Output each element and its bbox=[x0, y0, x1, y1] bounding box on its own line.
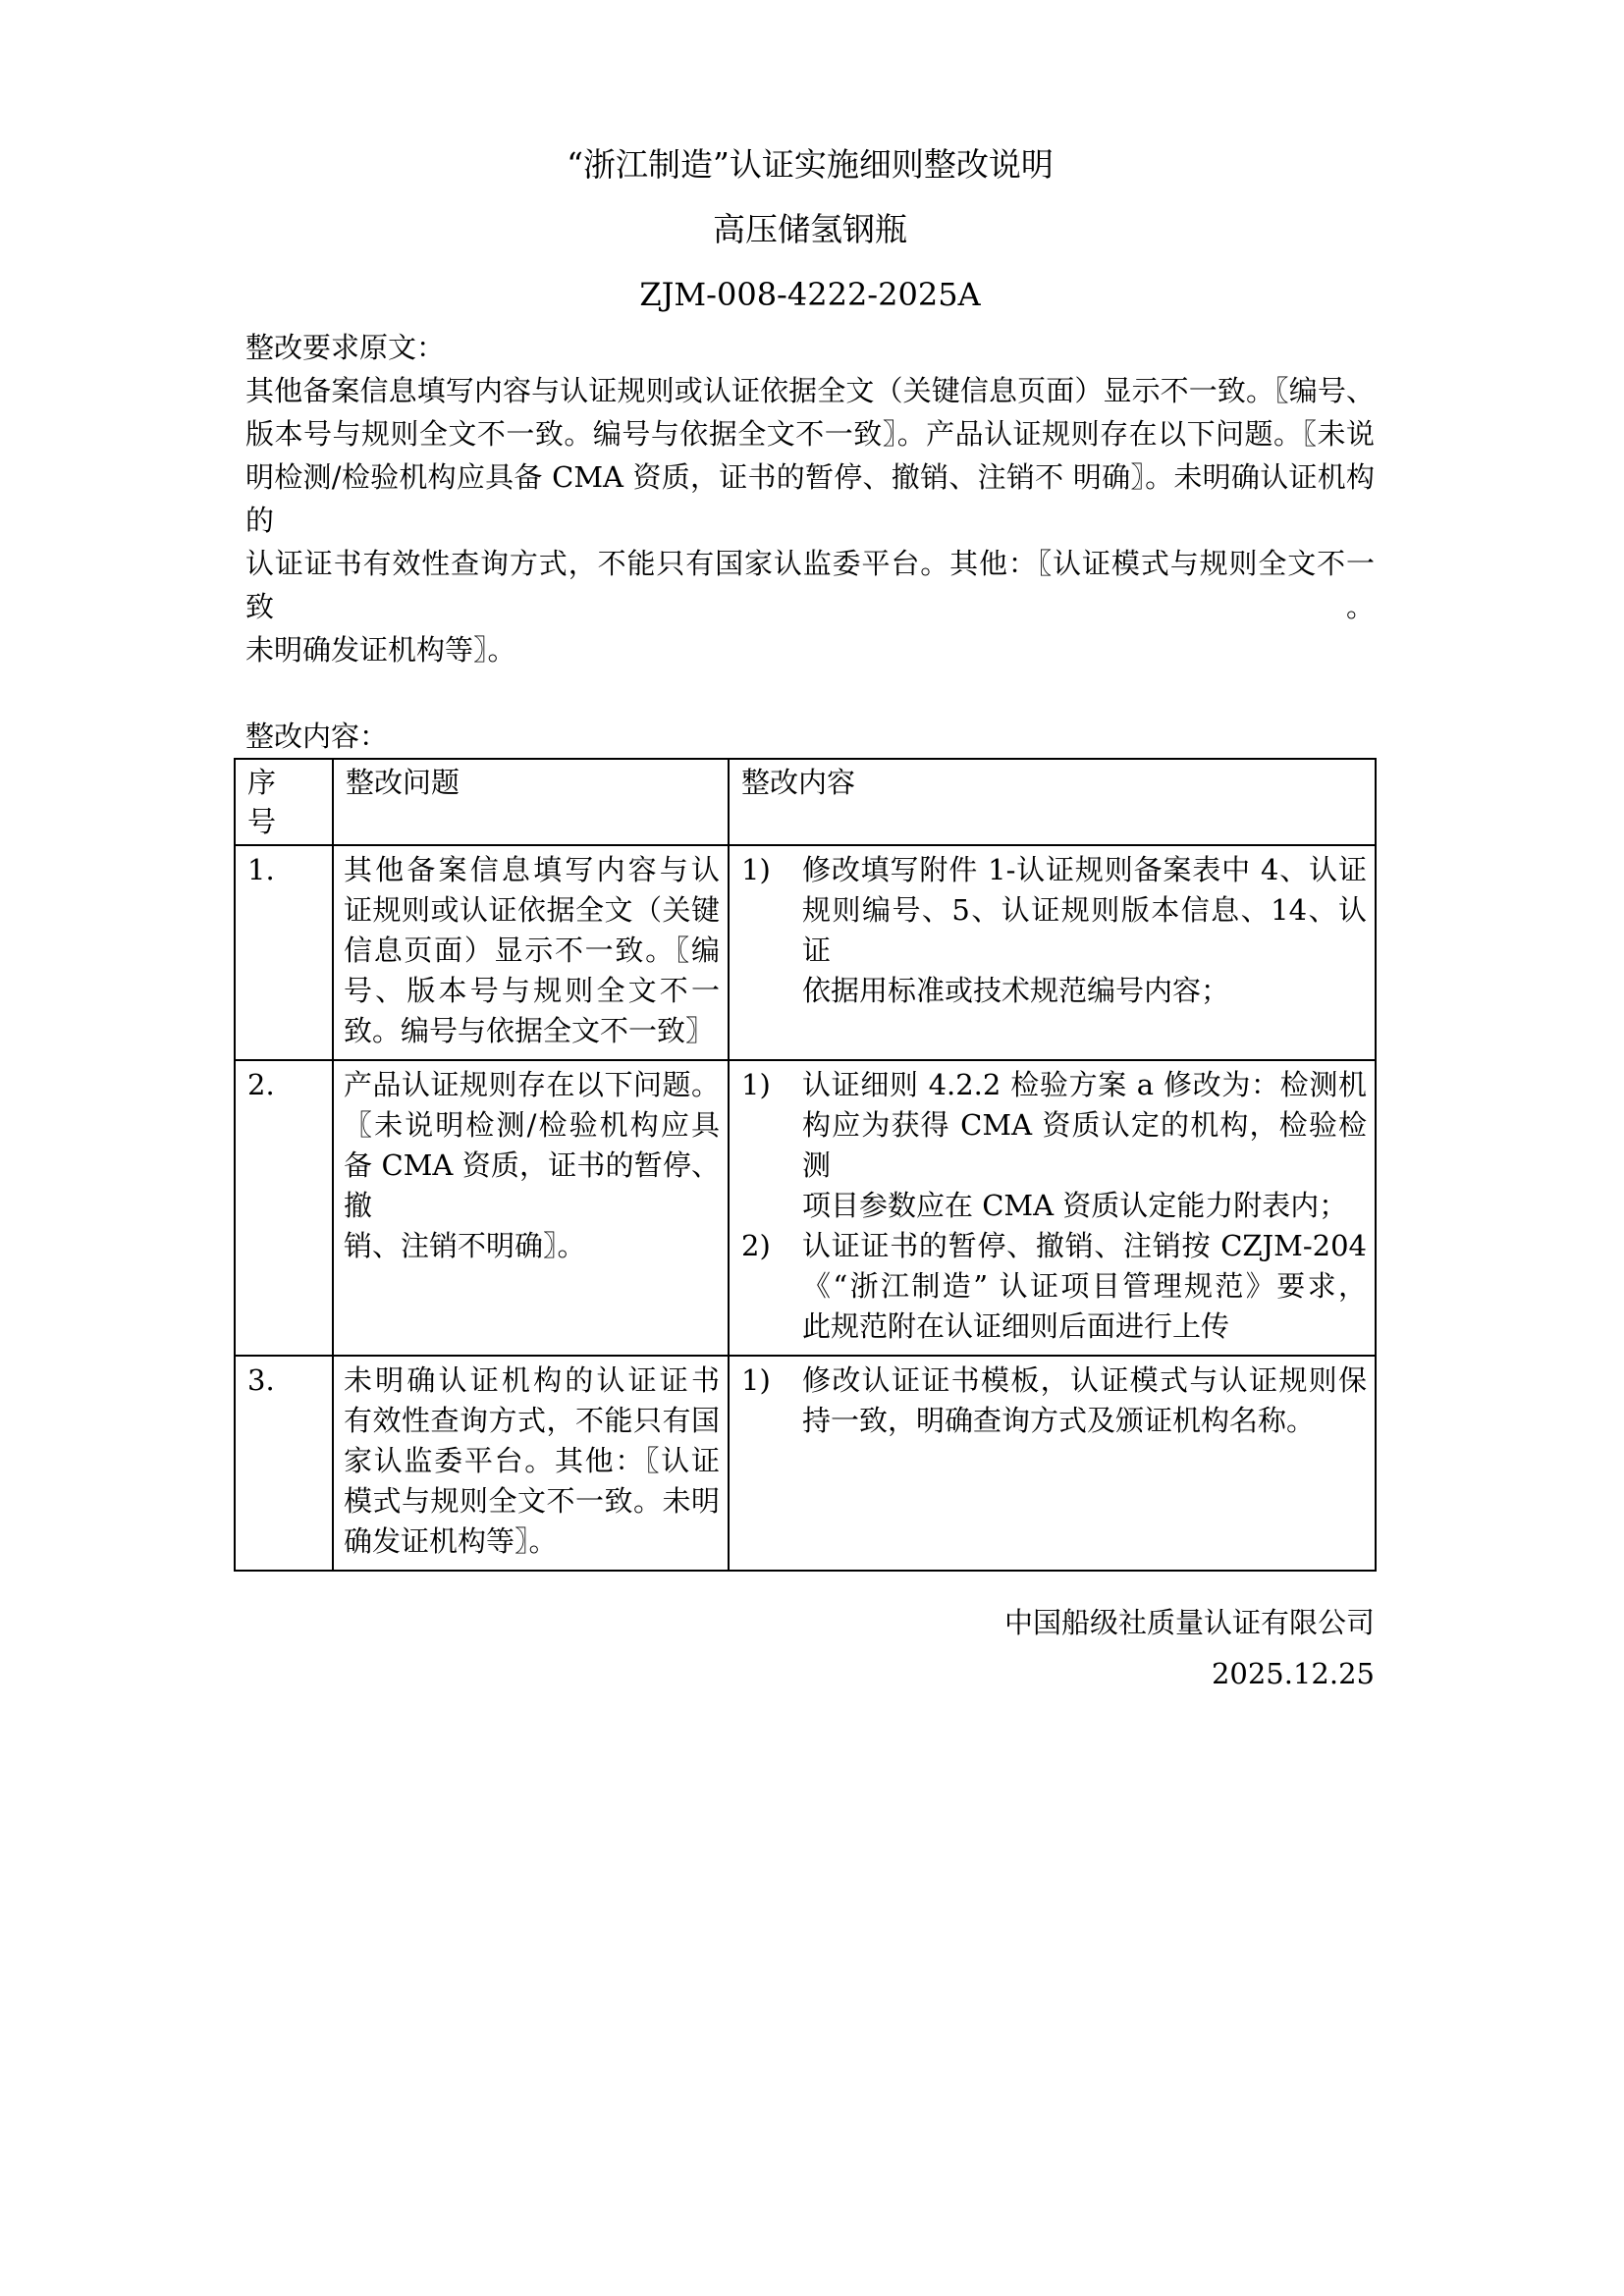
rectification-content-label: 整改内容： bbox=[245, 720, 389, 753]
table-row bbox=[235, 1356, 1376, 1571]
text-line: 认证证书有效性查询方式，不能只有国家认监委平台。其他：〖认证模式与规则全文不一致。 bbox=[245, 547, 1375, 623]
text-line: 持一致，明确查询方式及颁证机构名称。 bbox=[802, 1404, 1316, 1437]
signature-company: 中国船级社质量认证有限公司 bbox=[1003, 1606, 1375, 1639]
row-number: 1. bbox=[247, 853, 275, 886]
action-text bbox=[802, 1226, 1367, 1347]
text-line: 《“浙江制造” 认证项目管理规范》要求， bbox=[802, 1269, 1367, 1303]
problem-cell bbox=[333, 1356, 729, 1571]
action-marker: 2) bbox=[741, 1229, 771, 1262]
table-row bbox=[235, 1060, 1376, 1356]
text-line: 致。编号与依据全文不一致〗 bbox=[344, 1014, 715, 1047]
action-text bbox=[802, 1361, 1367, 1441]
original-requirement-label: 整改要求原文： bbox=[245, 331, 446, 364]
problem-cell bbox=[333, 1060, 729, 1356]
document-code: ZJM-008-4222-2025A bbox=[639, 276, 981, 313]
text-line: 未明确认证机构的认证证书 bbox=[344, 1363, 720, 1397]
text-line: 备 CMA 资质，证书的暂停、撤 bbox=[344, 1148, 720, 1222]
text-line: 认证细则 4.2.2 检验方案 a 修改为：检测机 bbox=[802, 1068, 1367, 1101]
text-line: 修改填写附件 1-认证规则备案表中 4、认证 bbox=[802, 853, 1367, 886]
column-header-number: 序号 bbox=[235, 759, 333, 845]
problem-cell bbox=[333, 845, 729, 1060]
text-line: 产品认证规则存在以下问题。 bbox=[344, 1068, 720, 1101]
text-line: 模式与规则全文不一致。未明 bbox=[344, 1484, 720, 1518]
action-cell bbox=[729, 1356, 1376, 1571]
text-line: 证规则或认证依据全文（关键 bbox=[344, 893, 720, 927]
column-header-content: 整改内容 bbox=[729, 759, 1376, 845]
table-header-row bbox=[235, 759, 1376, 845]
action-cell bbox=[729, 1060, 1376, 1356]
text-line: 此规范附在认证细则后面进行上传 bbox=[802, 1309, 1230, 1343]
original-requirement-text bbox=[245, 369, 1375, 671]
text-line: 明检测/检验机构应具备 CMA 资质，证书的暂停、撤销、注销不 明确〗。未明确认证机构的 bbox=[245, 460, 1375, 537]
text-line: 构应为获得 CMA 资质认定的机构，检验检测 bbox=[802, 1108, 1367, 1182]
row-number-cell bbox=[235, 845, 333, 1060]
text-line: 规则编号、5、认证规则版本信息、14、认证 bbox=[802, 893, 1367, 967]
text-line: 修改认证证书模板，认证模式与认证规则保 bbox=[802, 1363, 1367, 1397]
text-line: 其他备案信息填写内容与认证规则或认证依据全文（关键信息页面）显示不一致。〖编号、 bbox=[245, 374, 1375, 407]
action-marker: 1) bbox=[741, 1363, 771, 1397]
text-line: 销、注销不明确〗。 bbox=[344, 1229, 586, 1262]
text-line: 认证证书的暂停、撤销、注销按 CZJM-204 bbox=[802, 1229, 1367, 1262]
text-line: 〖未说明检测/检验机构应具 bbox=[344, 1108, 720, 1142]
action-text bbox=[802, 850, 1367, 1011]
action-marker: 1) bbox=[741, 1068, 771, 1101]
text-line: 确发证机构等〗。 bbox=[344, 1524, 558, 1558]
action-marker: 1) bbox=[741, 853, 771, 886]
signature-block bbox=[245, 1601, 1375, 1695]
row-number-cell bbox=[235, 1356, 333, 1571]
document-content bbox=[245, 143, 1375, 1695]
text-line: 信息页面）显示不一致。〖编 bbox=[344, 934, 720, 967]
text-line: 家认监委平台。其他：〖认证 bbox=[344, 1444, 720, 1477]
action-text bbox=[802, 1065, 1367, 1226]
action-item bbox=[741, 1226, 1367, 1347]
text-line: 号、版本号与规则全文不一 bbox=[344, 974, 720, 1007]
action-item bbox=[741, 850, 1367, 1011]
text-line: 有效性查询方式，不能只有国 bbox=[344, 1404, 720, 1437]
action-cell bbox=[729, 845, 1376, 1060]
text-line: 未明确发证机构等〗。 bbox=[245, 633, 516, 667]
text-line: 版本号与规则全文不一致。编号与依据全文不一致〗。产品认证规则存在以下问题。〖未说 bbox=[245, 417, 1375, 451]
signature-date: 2025.12.25 bbox=[1211, 1657, 1375, 1690]
action-item bbox=[741, 1361, 1367, 1441]
action-item bbox=[741, 1065, 1367, 1226]
text-line: 其他备案信息填写内容与认 bbox=[344, 853, 720, 886]
text-line: 依据用标准或技术规范编号内容； bbox=[802, 974, 1230, 1007]
row-number-cell bbox=[235, 1060, 333, 1356]
row-number: 2. bbox=[247, 1068, 275, 1101]
table-row bbox=[235, 845, 1376, 1060]
rectification-table bbox=[234, 758, 1377, 1572]
row-number: 3. bbox=[247, 1363, 275, 1397]
column-header-problem: 整改问题 bbox=[333, 759, 729, 845]
document-title: “浙江制造”认证实施细则整改说明 bbox=[567, 145, 1054, 184]
text-line: 项目参数应在 CMA 资质认定能力附表内； bbox=[802, 1189, 1348, 1222]
document-subtitle: 高压储氢钢瓶 bbox=[713, 210, 907, 248]
